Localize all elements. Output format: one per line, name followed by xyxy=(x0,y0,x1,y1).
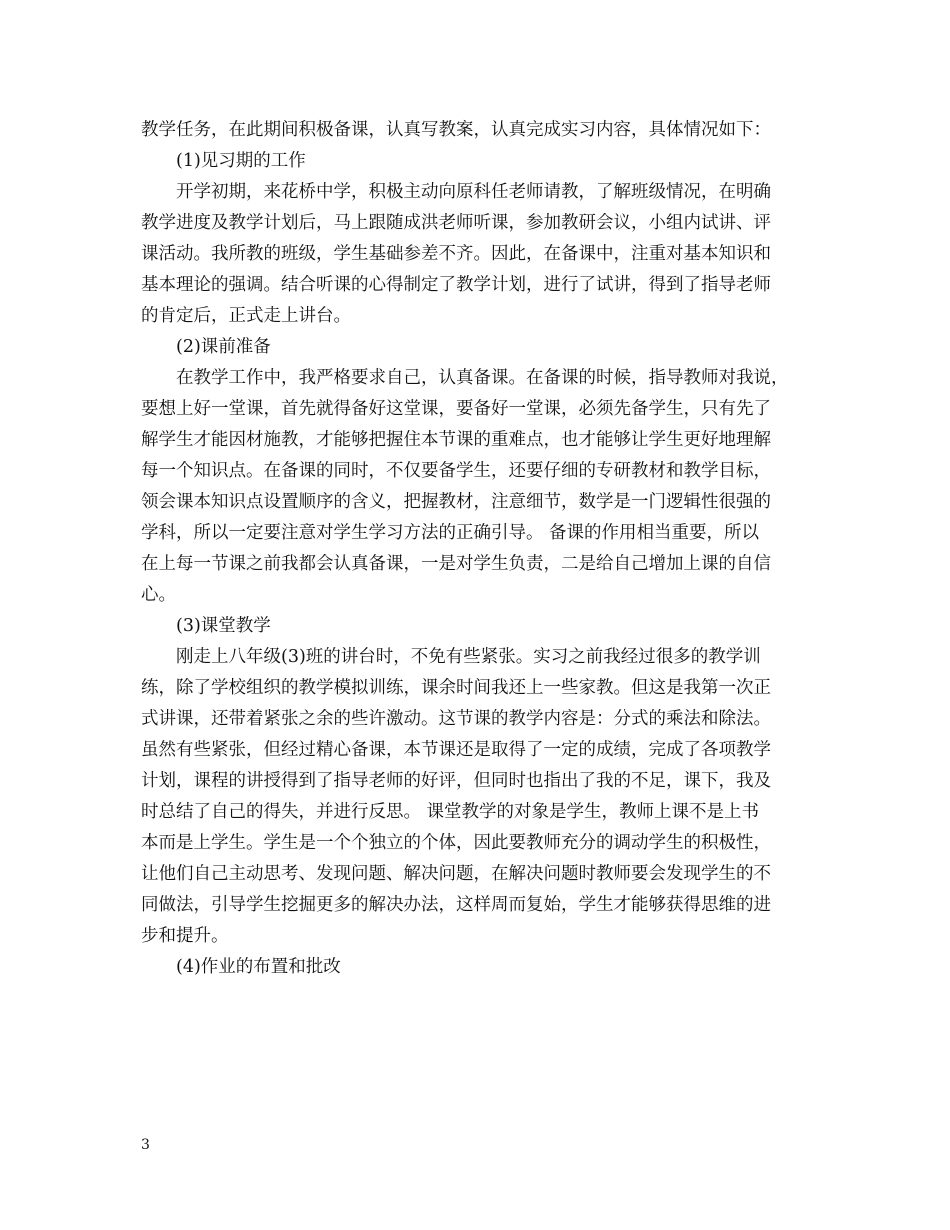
text-line: 基本理论的强调。结合听课的心得制定了教学计划，进行了试讲，得到了指导老师 xyxy=(141,275,771,295)
text-line: 虽然有些紧张，但经过精心备课，本节课还是取得了一定的成绩，完成了各项教学 xyxy=(141,740,771,760)
text-line: 领会课本知识点设置顺序的含义，把握教材，注意细节，数学是一门逻辑性很强的 xyxy=(141,492,771,512)
text-line: 的肯定后，正式走上讲台。 xyxy=(141,306,351,326)
text-line: (4)作业的布置和批改 xyxy=(176,957,341,977)
text-line: 开学初期，来花桥中学，积极主动向原科任老师请教，了解班级情况，在明确 xyxy=(176,182,771,202)
text-line: (1)见习期的工作 xyxy=(176,151,306,171)
text-line: 计划，课程的讲授得到了指导老师的好评，但同时也指出了我的不足，课下，我及 xyxy=(141,771,771,791)
page-number: 3 xyxy=(141,1137,150,1153)
text-line: 心。 xyxy=(141,585,176,605)
text-line: 在上每一节课之前我都会认真备课，一是对学生负责，二是给自己增加上课的自信 xyxy=(141,554,771,574)
text-line: (3)课堂教学 xyxy=(176,616,271,636)
text-line: 同做法，引导学生挖掘更多的解决办法，这样周而复始，学生才能够获得思维的进 xyxy=(141,895,771,915)
text-line: 步和提升。 xyxy=(141,926,229,946)
text-line: 练，除了学校组织的教学模拟训练，课余时间我还上一些家教。但这是我第一次正 xyxy=(141,678,771,698)
text-line: (2)课前准备 xyxy=(176,337,271,357)
text-line: 式讲课，还带着紧张之余的些许激动。这节课的教学内容是：分式的乘法和除法。 xyxy=(141,709,771,729)
text-line: 让他们自己主动思考、发现问题、解决问题，在解决问题时教师要会发现学生的不 xyxy=(141,864,771,884)
text-line: 时总结了自己的得失，并进行反思。 课堂教学的对象是学生，教师上课不是上书 xyxy=(141,802,760,822)
text-line: 要想上好一堂课，首先就得备好这堂课，要备好一堂课，必须先备学生，只有先了 xyxy=(141,399,771,419)
text-line: 教学进度及教学计划后，马上跟随成洪老师听课，参加教研会议，小组内试讲、评 xyxy=(141,213,771,233)
text-line: 刚走上八年级(3)班的讲台时，不免有些紧张。实习之前我经过很多的教学训 xyxy=(176,647,761,667)
text-line: 本而是上学生。学生是一个个独立的个体，因此要教师充分的调动学生的积极性， xyxy=(141,833,771,853)
text-line: 在教学工作中，我严格要求自己，认真备课。在备课的时候，指导教师对我说， xyxy=(176,368,789,388)
text-line: 学科，所以一定要注意对学生学习方法的正确引导。 备课的作用相当重要，所以 xyxy=(141,523,760,543)
body-text xyxy=(141,115,821,983)
text-line: 教学任务，在此期间积极备课，认真写教案，认真完成实习内容，具体情况如下： xyxy=(141,120,771,140)
text-line: 每一个知识点。在备课的同时，不仅要备学生，还要仔细的专研教材和教学目标， xyxy=(141,461,771,481)
text-line: 课活动。我所教的班级，学生基础参差不齐。因此，在备课中，注重对基本知识和 xyxy=(141,244,771,264)
text-line: 解学生才能因材施教，才能够把握住本节课的重难点，也才能够让学生更好地理解 xyxy=(141,430,771,450)
